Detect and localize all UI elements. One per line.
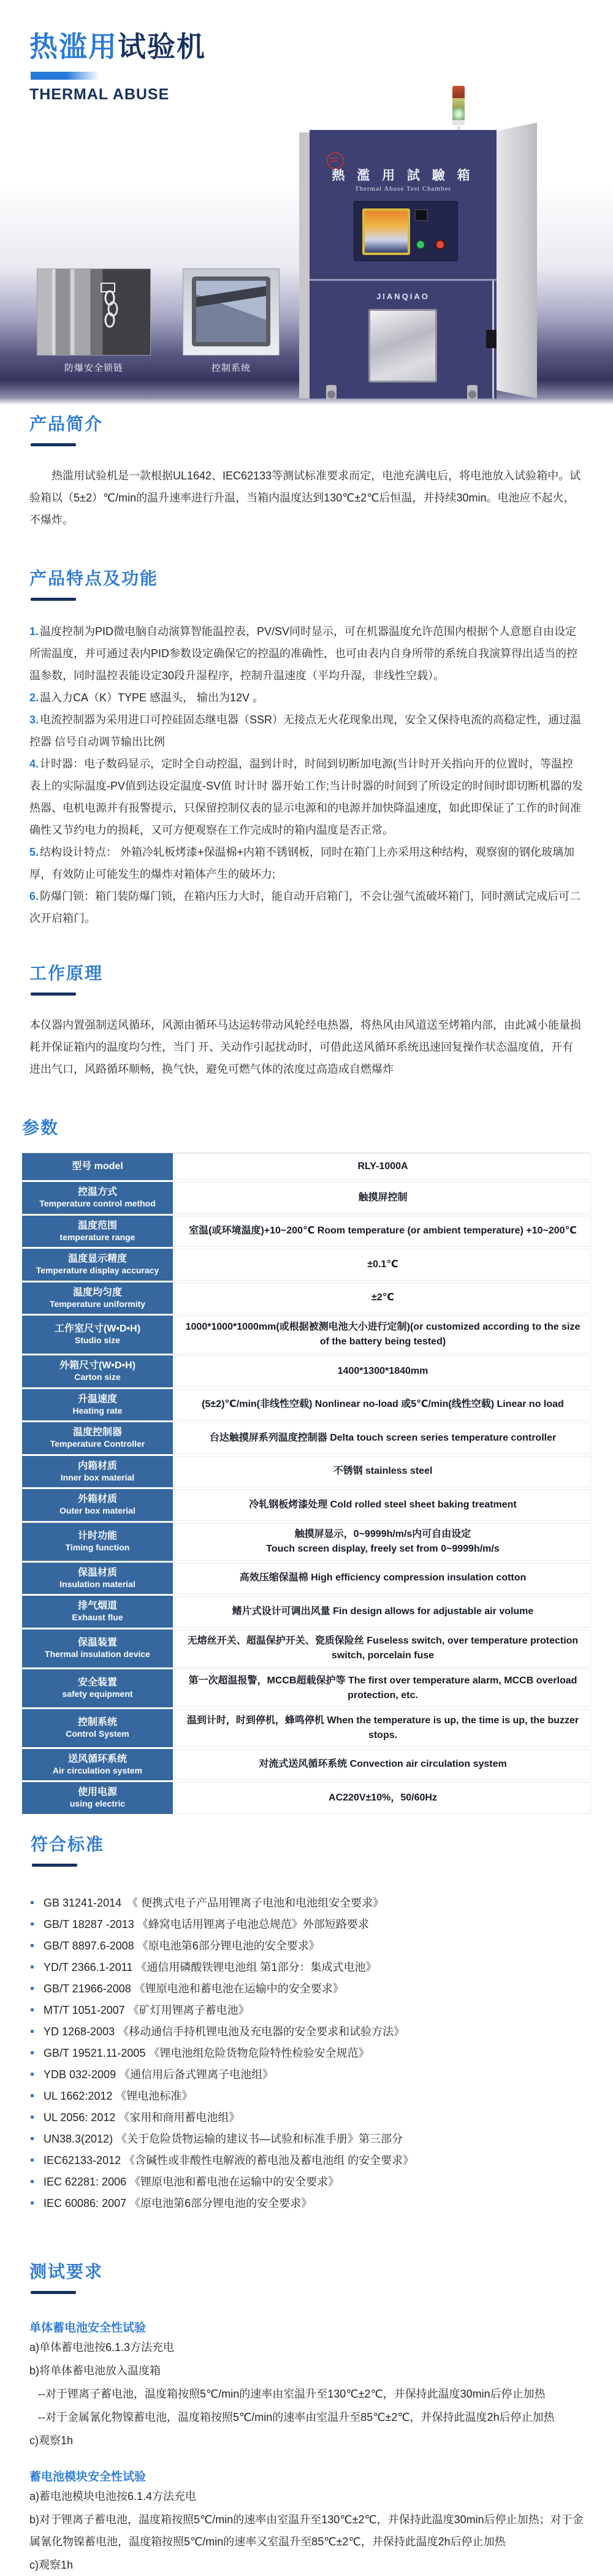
table-row [22, 1316, 591, 1354]
section-working-principle [0, 960, 613, 1080]
row-label: 安全装置 safety equipment [22, 1669, 173, 1707]
door-handle [486, 330, 497, 348]
machine-title-en: Thermal Abuse Test Chamber [354, 185, 452, 192]
row-label: 升温速度 Heating rate [22, 1389, 173, 1421]
table-row [22, 1709, 591, 1747]
standard-item [31, 2150, 582, 2171]
emergency-stop-button [414, 209, 428, 221]
page-subtitle: THERMAL ABUSE [29, 85, 170, 103]
standard-text: UN38.3(2012) 《关于危险货物运输的建议书—试验和标准手册》第三部分 [44, 2132, 403, 2145]
test-group-module [29, 2467, 584, 2576]
viewing-window [368, 309, 437, 383]
bullet-icon [31, 1944, 34, 1947]
row-value: 不锈钢 stainless steel [175, 1456, 591, 1488]
standard-text: IEC62133-2012 《含碱性或非酸性电解液的蓄电池及蓄电池组 的安全要求》 [44, 2154, 414, 2166]
control-system-photo [183, 269, 280, 356]
machine-brand-text: JIANQIAO [376, 292, 430, 301]
heading-underline-bar [31, 993, 76, 996]
feature-item [29, 687, 584, 709]
table-row [22, 1596, 591, 1628]
bullet-icon [31, 2094, 34, 2097]
bullet-icon [31, 2116, 34, 2119]
feature-number: 1. [29, 625, 39, 638]
test-step: b)将单体蓄电池放入温度箱 [29, 2364, 161, 2377]
hero-section [0, 0, 613, 405]
test-step: a)单体蓄电池按6.1.3方法充电 [29, 2341, 175, 2353]
standard-item [31, 2171, 582, 2193]
stop-button [435, 240, 445, 250]
feature-item [29, 620, 584, 687]
table-row [22, 1749, 591, 1781]
row-value: 鳍片式设计可调出风量 Fin design allows for adjustable air volume [175, 1596, 591, 1628]
heading-underline-bar [32, 1864, 77, 1867]
page-header [29, 31, 206, 104]
row-value: 1000*1000*1000mm(或根据被测电池大小进行定制)(or customized according to the size of the battery being tested) [175, 1316, 591, 1354]
table-row [22, 1563, 591, 1595]
caster-wheel [326, 385, 337, 400]
tower-yellow-light [452, 98, 465, 108]
standard-item [31, 2086, 582, 2107]
standards-list [31, 1892, 582, 2214]
table-row [22, 1782, 591, 1814]
table-row [22, 1456, 591, 1488]
section-heading: 测试要求 [29, 2262, 104, 2281]
table-row [22, 1282, 591, 1314]
test-step: c)观察1h [29, 2434, 74, 2447]
title-accent-bar [31, 72, 99, 80]
section-heading: 符合标准 [31, 1834, 105, 1854]
row-label: 内箱材质 Inner box material [22, 1456, 173, 1488]
row-label: 外箱尺寸(W•D•H) Carton size [22, 1355, 173, 1387]
feature-number: 4. [29, 758, 39, 770]
standard-item [31, 2043, 582, 2064]
standard-item [31, 2107, 582, 2128]
feature-item [29, 709, 584, 753]
start-button [416, 240, 425, 250]
machine-side-panel [497, 123, 537, 398]
row-value: 触摸屏控制 [175, 1182, 591, 1214]
test-group-subtitle: 单体蓄电池安全性试验 [29, 2321, 147, 2334]
row-value: 1400*1300*1840mm [175, 1355, 591, 1387]
thumbnail-control-system[interactable] [183, 269, 280, 374]
standard-item [31, 1914, 582, 1935]
table-row [22, 1523, 591, 1561]
row-value: RLY-1000A [175, 1153, 591, 1180]
machine-photo [288, 54, 558, 400]
row-value: 台达触摸屏系列温度控制器 Delta touch screen series temperature controller [175, 1422, 591, 1454]
standard-text: GB/T 8897.6-2008 《原电池第6部分锂电池的安全要求》 [44, 1939, 320, 1952]
table-row [22, 1216, 591, 1248]
feature-text: 计时器：电子数码显示，定时全自动控温，温到计时，时间到切断加电源(当计时开关指向开的位置时，等温控表上的实际温度-PV值到达设定温度-SV值 时计时 器开始工作;当计时器的时间到了所设定的时间时即切断机器的发热器、电机电源并有报警提示，只保留控制仪表的显示电源和的电源并加快降温速度，如此即保证了工作的时间准确性又节约电力的损耗，又可方便观察在工作完成时的箱内温度是否正常。 [29, 758, 584, 836]
table-row [22, 1489, 591, 1521]
standard-item [31, 2021, 582, 2043]
test-step: --对于金属氰化物镍蓄电池，温度箱按照5℃/min的速率由室温升至85℃±2℃，并保持此温度2h后停止加热 [38, 2410, 555, 2423]
touchscreen [362, 208, 410, 255]
row-label: 保温装置 Thermal insulation device [22, 1629, 173, 1667]
standard-item [31, 1935, 582, 1957]
section-standards [0, 1831, 613, 2214]
chain-icon [96, 280, 127, 335]
row-value: 温到计时，时到停机，蜂鸣停机 When the temperature is up, the time is up, the buzzer stops. [175, 1709, 591, 1747]
feature-text: 电流控制器为采用进口可控硅固态继电器（SSR）无接点无火花现象出现，安全又保持电流的高稳定性，通过温控器 信号自动调节输出比例 [29, 714, 582, 748]
standard-text: GB/T 21966-2008 《锂原电池和蓄电池在运输中的安全要求》 [44, 1982, 344, 1995]
thumbnail-caption: 防爆安全锁链 [64, 363, 123, 373]
row-label: 使用电源 using electric [22, 1782, 173, 1814]
standard-text: YDB 032-2009 《通信用后备式锂离子电池组》 [44, 2068, 274, 2081]
monitor-screen [196, 281, 266, 342]
page-title-rest: 试验机 [118, 31, 206, 63]
safety-chain-photo [37, 269, 151, 356]
section-heading: 产品简介 [29, 414, 104, 433]
table-row [22, 1182, 591, 1214]
row-label: 温度范围 temperature range [22, 1216, 173, 1248]
page-title-highlight: 热滥用 [29, 31, 118, 63]
test-step: b)对于锂离子蓄电池，温度箱按照5℃/min的速率由室温升至130℃±2℃，并保持此温度30min后停止加热；对于金属氰化物镍蓄电池，温度箱按照5℃/min的速率又室温升至85℃±2℃，并保持此温度2h后停止加热 [29, 2513, 584, 2548]
parameters-table [22, 1153, 591, 1814]
row-label: 温度显示精度 Temperature display accuracy [22, 1249, 173, 1281]
standard-item [31, 1892, 582, 1914]
row-value: ±2℃ [175, 1282, 591, 1314]
thumbnail-safety-chain[interactable] [37, 269, 151, 374]
standard-text: YD 1268-2003 《移动通信手持机锂电池及充电器的安全要求和试验方法》 [44, 2025, 405, 2038]
row-label: 送风循环系统 Air circulation system [22, 1749, 173, 1781]
principle-paragraph: 本仪器内置强制送风循环，风源由循环马达运转带动风轮经电热器，将热风由风道送至烤箱内部，由此减小能量损耗并保证箱内的温度均匀性，当门 开、关动作引起扰动时，可借此送风循环系统迅速回复操作状态温度值，开有进出气口，风路循环顺畅，换气快，避免可燃气体的浓度过高造成自燃爆炸 [29, 1019, 581, 1075]
standard-text: GB 31241-2014 《 便携式电子产品用锂离子电池和电池组安全要求》 [44, 1896, 384, 1909]
page-title [29, 31, 206, 63]
section-test-requirements [0, 2258, 613, 2576]
tower-green-light [452, 108, 465, 120]
feature-text: 结构设计特点： 外箱冷轧板烤漆+保温棉+内箱不锈钢板，同时在箱门上亦采用这种结构，观察窗的钢化玻璃加厚，有效防止可能发生的爆炸对箱体产生的破坏力; [29, 846, 575, 880]
standard-item [31, 1957, 582, 1978]
row-value: AC220V±10%，50/60Hz [175, 1782, 591, 1814]
feature-number: 2. [29, 692, 39, 704]
table-row [22, 1422, 591, 1454]
standard-text: UL 2056: 2012 《家用和商用蓄电池组》 [44, 2111, 240, 2124]
row-label: 温度均匀度 Temperature uniformity [22, 1282, 173, 1314]
row-label: 外箱材质 Outer box material [22, 1489, 173, 1521]
cabinet-divider [310, 279, 497, 281]
row-label: 型号 model [22, 1153, 173, 1180]
section-heading: 产品特点及功能 [29, 569, 159, 588]
test-step: --对于锂离子蓄电池，温度箱按照5℃/min的速率由室温升至130℃±2℃，并保持此温度30min后停止加热 [38, 2387, 546, 2400]
caster-wheel [467, 385, 478, 400]
bullet-icon [31, 2008, 34, 2011]
standard-text: GB/T 18287 -2013 《蜂窝电话用锂离子电池总规范》外部短路要求 [44, 1918, 369, 1930]
section-heading: 工作原理 [29, 964, 104, 983]
row-value: 对流式送风循环系统 Convection air circulation system [175, 1749, 591, 1781]
test-group-cell [29, 2319, 584, 2452]
tower-red-light [452, 86, 465, 98]
bullet-icon [31, 1987, 34, 1990]
test-group-subtitle: 蓄电池模块安全性试验 [29, 2470, 147, 2483]
standard-item [31, 2193, 582, 2214]
features-list [29, 620, 584, 929]
heading-underline-bar [31, 443, 76, 446]
row-value: 高效压缩保温棉 High efficiency compression insulation cotton [175, 1563, 591, 1595]
table-row [22, 1249, 591, 1281]
feature-item [29, 841, 584, 885]
machine-front-panel [310, 130, 497, 398]
test-step: a)蓄电池模块电池按6.1.4方法充电 [29, 2490, 197, 2502]
row-label: 保温材质 Insulation material [22, 1563, 173, 1595]
standard-text: MT/T 1051-2007 《矿灯用锂离子蓄电池》 [44, 2003, 249, 2016]
row-value: 室温(或环境温度)+10~200℃ Room temperature (or ambient temperature) +10~200℃ [175, 1216, 591, 1248]
section-product-intro [0, 411, 613, 531]
row-value: 冷轧钢板烤漆处理 Cold rolled steel sheet baking treatment [175, 1489, 591, 1521]
feature-text: 防爆门锁：箱门装防爆门锁，在箱内压力大时，能自动开启箱门，不会让强气流破坏箱门，同时测试完成后可二次开启箱门。 [29, 890, 581, 924]
feature-item [29, 753, 584, 841]
row-label: 工作室尺寸(W•D•H) Studio size [22, 1316, 173, 1354]
control-panel [354, 201, 458, 261]
thumbnail-caption: 控制系统 [211, 363, 251, 373]
monitor-frame [192, 276, 270, 346]
table-row [22, 1629, 591, 1667]
bullet-icon [31, 1965, 34, 1968]
bullet-icon [31, 1922, 34, 1926]
bullet-icon [31, 2073, 34, 2076]
machine-left-edge [299, 132, 310, 398]
feature-text: 温度控制为PID微电脑自动演算智能温控表，PV/SV同时显示，可在机器温度允许范围内根据个人意愿自由设定所需温度，并可通过表内PID参数设定确保它的控温的准确性，也可由表内自身所带的系统自我演算得出适当的控温参数，同时温控表能设定30段升湿程序，控制升温速度（平均升湿，非线性空载）。 [29, 625, 578, 682]
row-value: 无熔丝开关、超温保护开关、瓷质保险丝 Fuseless switch, over temperature protection switch, porcelain fuse [175, 1629, 591, 1667]
intro-paragraph: 热滥用试验机是一款根据UL1642、IEC62133等测试标准要求而定，电池充满电后，将电池放入试验箱中。试验箱以（5±2）℃/min的温升速率进行升温，当箱内温度达到130℃±2℃后恒温，并持续30min。电池应不起火，不爆炸。 [29, 470, 581, 526]
row-value: ±0.1℃ [175, 1249, 591, 1281]
row-label: 控制系统 Control System [22, 1709, 173, 1747]
bullet-icon [31, 2201, 34, 2204]
section-parameters [0, 1115, 613, 1814]
standard-text: UL 1662:2012 《锂电池标准》 [44, 2089, 193, 2102]
row-value: 触摸屏显示，0~9999h/m/s内可自由设定 Touch screen display, freely set from 0~9999h/m/s [175, 1523, 591, 1561]
bullet-icon [31, 2159, 34, 2162]
standard-item [31, 2000, 582, 2021]
heading-underline-bar [31, 598, 76, 601]
standard-text: GB/T 19521.11-2005 《锂电池组危险货物危险特性检验安全规范》 [44, 2046, 370, 2059]
standard-text: IEC 62281: 2006 《锂原电池和蓄电池在运输中的安全要求》 [44, 2175, 340, 2188]
table-row [22, 1153, 591, 1180]
feature-number: 6. [29, 890, 39, 902]
standard-text: IEC 60086: 2007 《原电池第6部分锂电池的安全要求》 [44, 2197, 313, 2209]
bullet-icon [31, 1901, 34, 1904]
feature-number: 5. [29, 846, 39, 858]
feature-item [29, 885, 584, 929]
standard-item [31, 2128, 582, 2150]
row-value: 第一次超温报警，MCCB超载保护等 The first over temperature alarm, MCCB overload protection, etc. [175, 1669, 591, 1707]
table-row [22, 1355, 591, 1387]
feature-number: 3. [29, 714, 39, 726]
test-step: c)观察1h [29, 2558, 74, 2571]
row-label: 控温方式 Temperature control method [22, 1182, 173, 1214]
bullet-icon [31, 2030, 34, 2033]
bullet-icon [31, 2051, 34, 2054]
standard-item [31, 1978, 582, 2000]
heading-underline-bar [31, 2291, 76, 2294]
row-label: 温度控制器 Temperature Controller [22, 1422, 173, 1454]
section-heading: 参数 [22, 1118, 59, 1137]
standard-text: YD/T 2366.1-2011 《通信用磷酸铁锂电池组 第1部分：集成式电池》 [44, 1961, 377, 1973]
screen-image-shape [196, 283, 266, 308]
section-features [0, 565, 613, 929]
bullet-icon [31, 2137, 34, 2140]
standard-item [31, 2064, 582, 2086]
machine-title-cn: 熱 濫 用 試 驗 箱 [332, 169, 474, 183]
signal-tower-lamp [452, 86, 465, 130]
row-label: 排气烟道 Exhaust flue [22, 1596, 173, 1628]
table-row [22, 1669, 591, 1707]
row-label: 计时功能 Timing function [22, 1523, 173, 1561]
bullet-icon [31, 2180, 34, 2183]
feature-text: 温入力CA（K）TYPE 感温头， 输出为12V 。 [40, 692, 264, 704]
tower-base [452, 120, 465, 125]
table-row [22, 1389, 591, 1421]
row-value: (5±2)℃/min(非线性空载) Nonlinear no-load 或5℃/min(线性空载) Linear no load [175, 1389, 591, 1421]
